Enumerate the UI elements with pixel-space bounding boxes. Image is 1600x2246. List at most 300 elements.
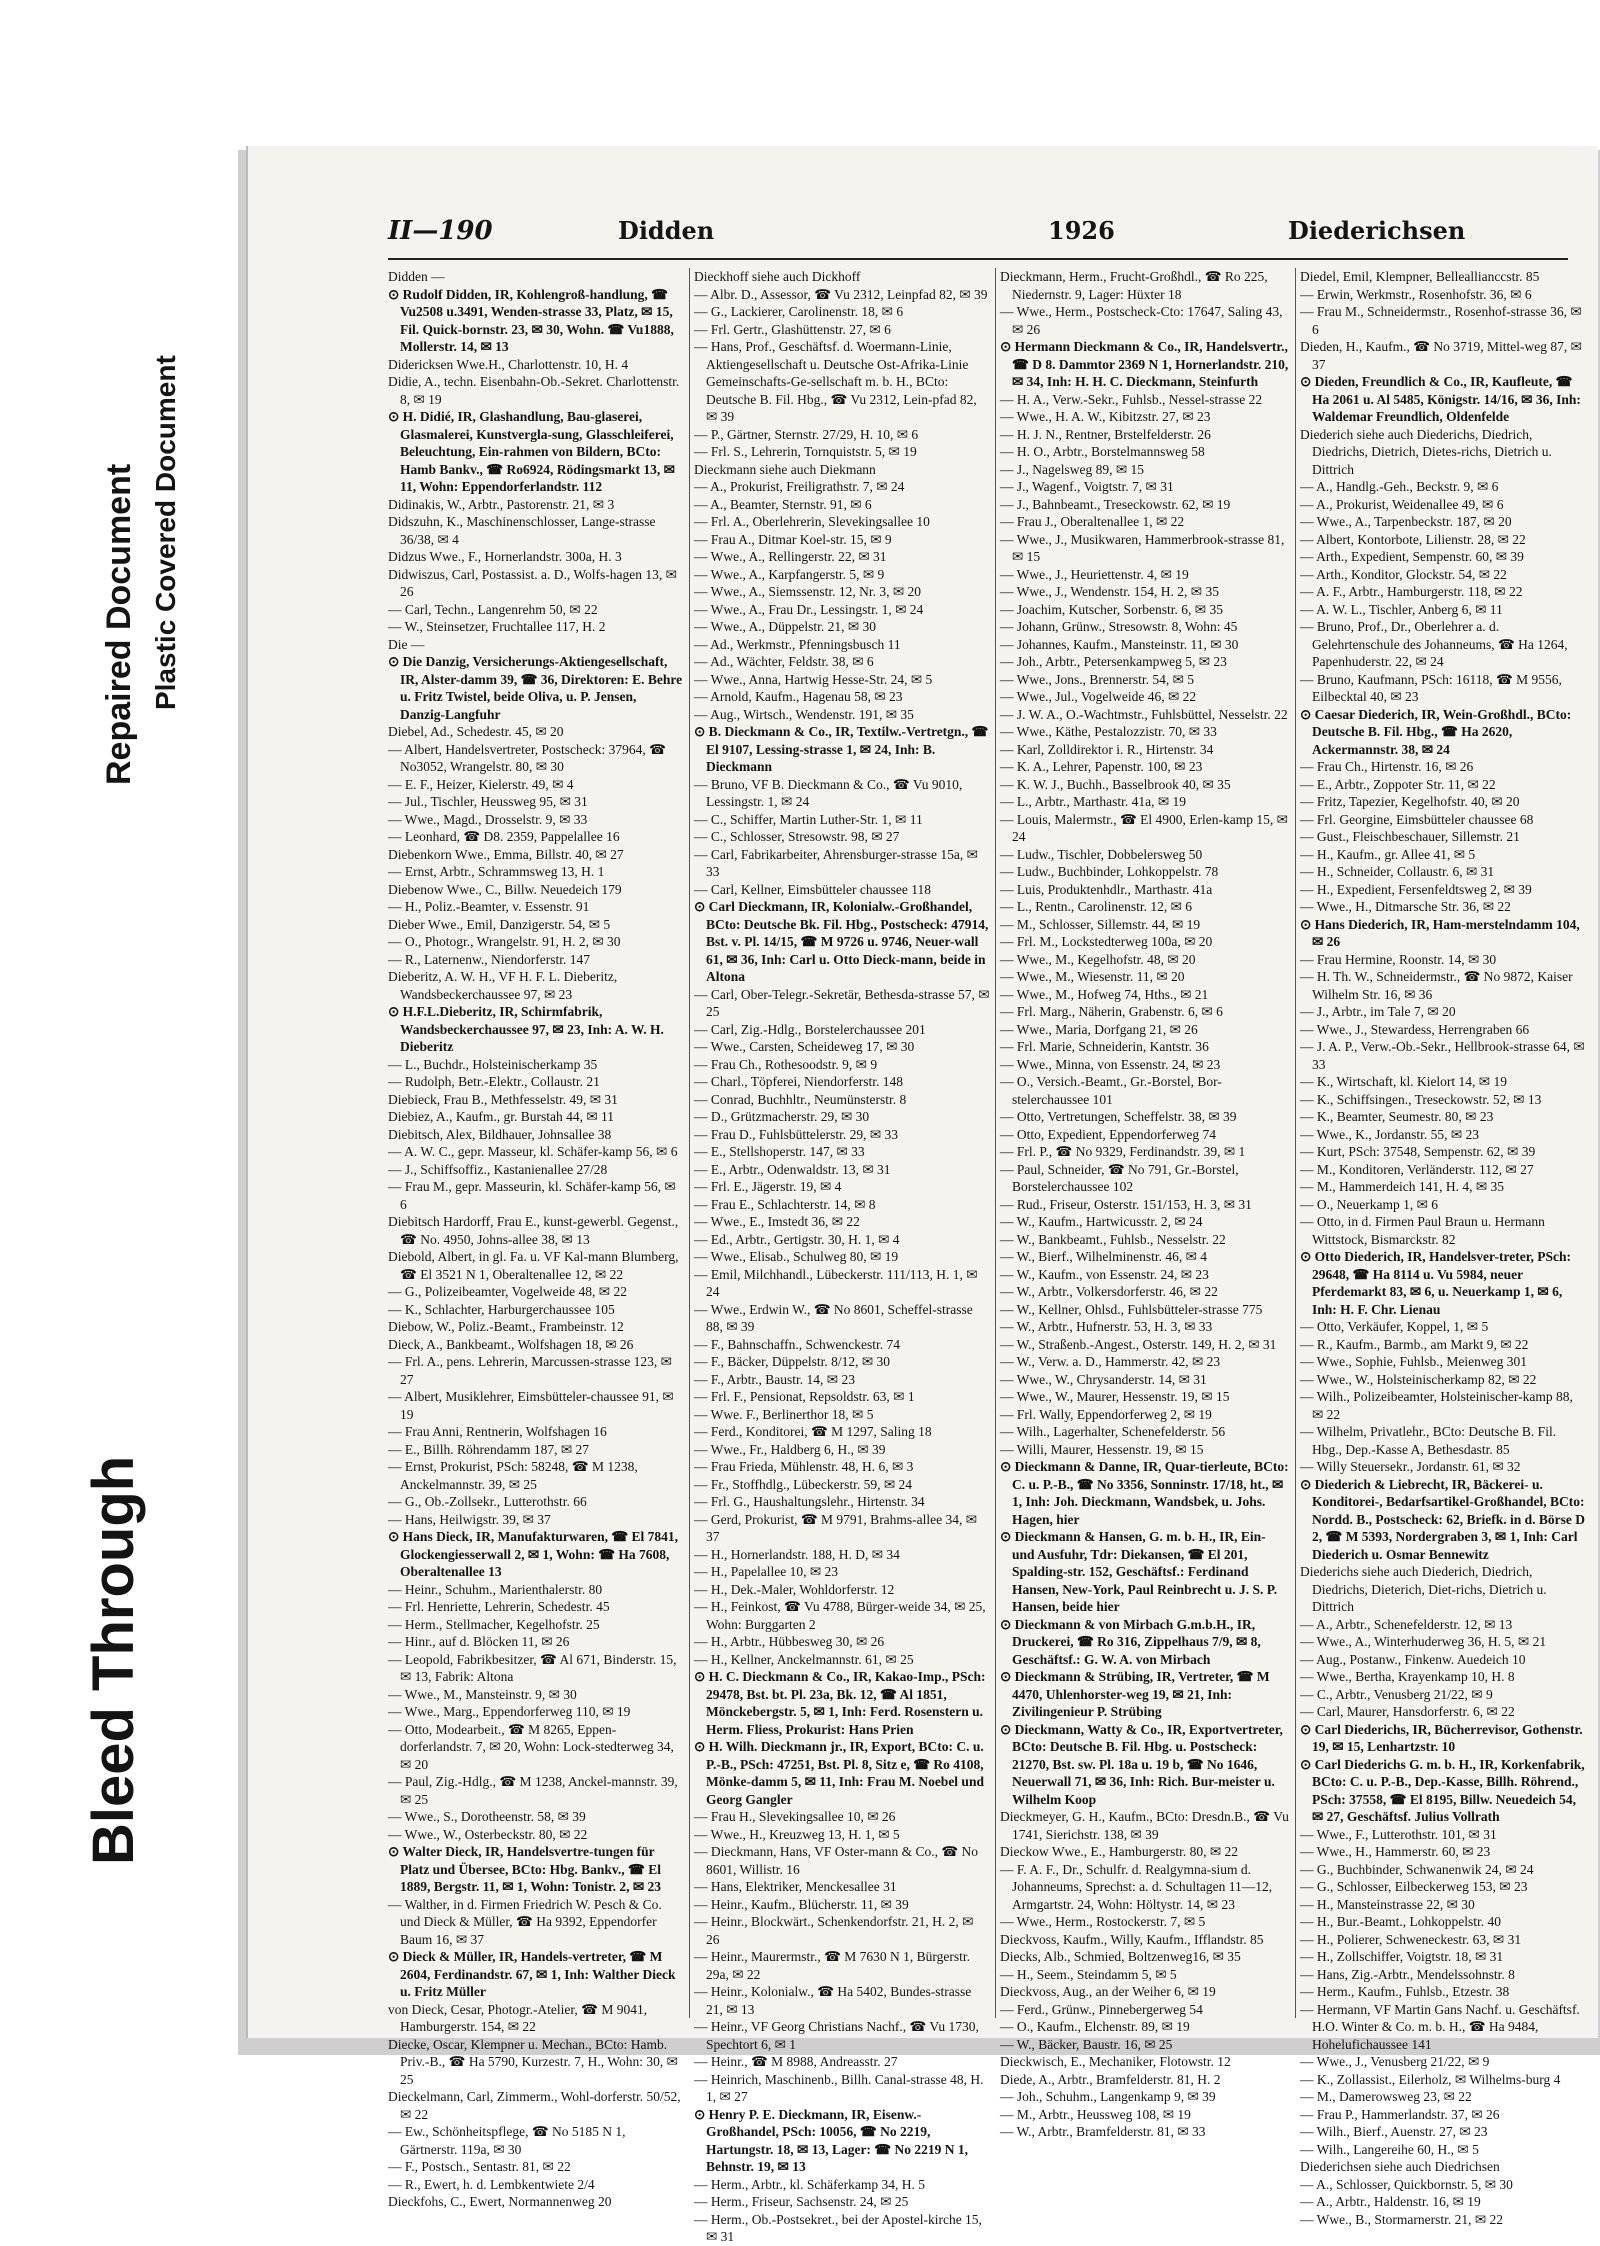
directory-entry: — Heinr., Kaufm., Blücherstr. 11, ✉ 39 — [694, 1896, 909, 1912]
directory-entry: — M., Schlosser, Sillemstr. 44, ✉ 19 — [1000, 916, 1201, 932]
directory-entry: ⊙ Otto Diederich, IR, Handelsver-treter, PSch: 29648, ☎ Ha 8114 u. Vu 5984, neuer Pferdemarkt 83, ✉ 6, u. Neuerkamp 1, ✉ 6, Inh: H. F. Chr. Lienau — [1300, 1249, 1572, 1317]
directory-entry: Dieden, H., Kaufm., ☎ No 3719, Mittel-weg 87, ✉ 37 — [1300, 339, 1582, 372]
directory-entry: ⊙ Hermann Dieckmann & Co., IR, Handelsvertr., ☎ D 8. Dammtor 2369 N 1, Hornerlandstr. 210, ✉ 34, Inh: H. H. C. Dieckmann, Steinfurth — [1000, 339, 1289, 389]
directory-entry: — Otto, Expedient, Eppendorferweg 74 — [1000, 1126, 1216, 1142]
directory-entry: — Wwe., Minna, von Essenstr. 24, ✉ 23 — [1000, 1056, 1221, 1072]
directory-entry: — H. Th. W., Schneidermstr., ☎ No 9872, Kaiser Wilhelm Str. 16, ✉ 36 — [1300, 969, 1573, 1002]
directory-entry: — Wwe., A., Tarpenbeckstr. 187, ✉ 20 — [1300, 514, 1512, 529]
directory-entry: — Wwe., H., Ditmarsche Str. 36, ✉ 22 — [1300, 899, 1511, 914]
directory-entry: — Frau H., Slevekingsallee 10, ✉ 26 — [694, 1809, 896, 1824]
directory-entry: — Frau M., Schneidermstr., Rosenhof-strasse 36, ✉ 6 — [1300, 304, 1582, 337]
directory-entry: Didinakis, W., Arbtr., Pastorenstr. 21, ✉ 3 — [388, 496, 615, 512]
directory-entry: — K., Beamter, Seumestr. 80, ✉ 23 — [1300, 1109, 1494, 1124]
directory-entry: — C., Arbtr., Venusberg 21/22, ✉ 9 — [1300, 1686, 1493, 1702]
directory-entry: — Gust., Fleischbeschauer, Sillemstr. 21 — [1300, 829, 1520, 844]
directory-entry: — H., Hornerlandstr. 188, H. D, ✉ 34 — [694, 1546, 900, 1562]
directory-entry: — Frl. A., pens. Lehrerin, Marcussen-strasse 123, ✉ 27 — [388, 1354, 672, 1387]
directory-entry: — A. W. L., Tischler, Anberg 6, ✉ 11 — [1300, 601, 1503, 617]
directory-entry: — L., Rentn., Carolinenstr. 12, ✉ 6 — [1000, 899, 1193, 914]
directory-entry: Dieckvoss, Aug., an der Weiher 6, ✉ 19 — [1000, 1984, 1216, 1999]
directory-entry: — Frl. Wally, Eppendorferweg 2, ✉ 19 — [1000, 1406, 1212, 1422]
directory-entry: — Wwe., F., Lutterothstr. 101, ✉ 31 — [1300, 1826, 1497, 1842]
header-right-word: Diederichsen — [1288, 216, 1466, 245]
directory-entry: — J., Schiffsoffiz., Kastanienallee 27/28 — [388, 1161, 608, 1177]
directory-entry: — W., Verw. a. D., Hammerstr. 42, ✉ 23 — [1000, 1354, 1221, 1369]
directory-entry: — Kurt, PSch: 37548, Sempenstr. 62, ✉ 39 — [1300, 1144, 1536, 1159]
directory-entry: — Louis, Malermstr., ☎ El 4900, Erlen-kamp 15, ✉ 24 — [1000, 811, 1288, 844]
directory-entry: — E., Billh. Röhrendamm 187, ✉ 27 — [388, 1441, 590, 1457]
directory-entry: — R., Laternenw., Niendorferstr. 147 — [388, 951, 590, 967]
directory-entry: — Wwe. F., Berlinerthor 18, ✉ 5 — [694, 1406, 874, 1422]
directory-entry: — Ludw., Buchbinder, Lohkoppelstr. 78 — [1000, 864, 1219, 879]
directory-entry: — Wwe., W., Osterbeckstr. 80, ✉ 22 — [388, 1826, 588, 1842]
directory-entry: — Wwe., A., Karpfangerstr. 5, ✉ 9 — [694, 566, 885, 582]
directory-entry: — Frau Frieda, Mühlenstr. 48, H. 6, ✉ 3 — [694, 1459, 914, 1474]
directory-entry: — Otto, Modearbeit., ☎ M 8265, Eppen-dorferlandstr. 7, ✉ 20, Wohn: Lock-stedterweg 34, ✉ 20 — [388, 1721, 674, 1772]
directory-entry: — Conrad, Buchhltr., Neumünsterstr. 8 — [694, 1091, 907, 1107]
directory-entry: Didwiszus, Carl, Postassist. a. D., Wolfs-hagen 13, ✉ 26 — [388, 566, 677, 599]
directory-entry: ⊙ Diederich & Liebrecht, IR, Bäckerei- u. Konditorei-, Bedarfsartikel-Großhandel, BCto: Nordd. B., Postscheck: 62, Briefk. in d. Börse D 2, ☎ M 5393, Nordergraben 3, ✉ 1, Inh: Carl Diederich u. Osmar Bennewitz — [1300, 1476, 1585, 1562]
directory-entry: Dieck, A., Bankbeamt., Wolfshagen 18, ✉ 26 — [388, 1336, 634, 1352]
directory-entry: — Wwe., A., Siemssenstr. 12, Nr. 3, ✉ 20 — [694, 584, 922, 599]
directory-entry: — M., Damerowsweg 23, ✉ 22 — [1300, 2089, 1472, 2104]
directory-entry: — A., Arbtr., Haldenstr. 16, ✉ 19 — [1300, 2194, 1481, 2209]
directory-entry: — H., Kellner, Anckelmannstr. 61, ✉ 25 — [694, 1651, 914, 1667]
directory-entry: — Hans, Elektriker, Menckesallee 31 — [694, 1879, 897, 1894]
directory-entry: — Heinr., VF Georg Christians Nachf., ☎ Vu 1730, Spechtort 6, ✉ 1 — [694, 2019, 979, 2052]
directory-entry: — Wwe., W., Holsteinischerkamp 82, ✉ 22 — [1300, 1371, 1537, 1387]
directory-entry: — K. W. J., Buchh., Basselbrook 40, ✉ 35 — [1000, 776, 1231, 792]
directory-entry: — E. F., Heizer, Kielerstr. 49, ✉ 4 — [388, 776, 574, 792]
directory-entry: — Hans, Prof., Geschäftsf. d. Woermann-Linie, Aktiengesellschaft u. Deutsche Ost-Afrika-Linie Gemeinschafts-Ge-sellschaft m. b. H., BCto: Deutsche B. Fil. Hbg., ☎ Vu 2312, Lein-pfad 82, ✉ 39 — [694, 339, 977, 424]
directory-entry: — W., Bäcker, Baustr. 16, ✉ 25 — [1000, 2036, 1173, 2052]
directory-entry: — Wilh., Langereihe 60, H., ✉ 5 — [1300, 2141, 1479, 2157]
directory-entry: — A., Prokurist, Freiligrathstr. 7, ✉ 24 — [694, 479, 905, 494]
directory-entry: — W., Kaufm., Hartwicusstr. 2, ✉ 24 — [1000, 1214, 1203, 1229]
directory-entry: — Frl. Henriette, Lehrerin, Schedestr. 45 — [388, 1599, 610, 1614]
directory-entry: — Bruno, Kaufmann, PSch: 16118, ☎ M 9556, Eilbecktal 40, ✉ 23 — [1300, 671, 1562, 704]
directory-entry: — W., Arbtr., Volkersdorferstr. 46, ✉ 22 — [1000, 1284, 1218, 1299]
directory-entry: Didzus Wwe., F., Hornerlandstr. 300a, H. 3 — [388, 549, 622, 564]
directory-entry: — J., Arbtr., im Tale 7, ✉ 20 — [1300, 1004, 1456, 1019]
directory-entry: — A. W. C., gepr. Masseur, kl. Schäfer-kamp 56, ✉ 6 — [388, 1144, 678, 1159]
directory-entry: — Paul, Schneider, ☎ No 791, Gr.-Borstel, Borstelerchaussee 102 — [1000, 1161, 1239, 1194]
directory-entry: — J., Nagelsweg 89, ✉ 15 — [1000, 461, 1145, 477]
directory-entry: — H., Arbtr., Hübbesweg 30, ✉ 26 — [694, 1634, 885, 1649]
directory-entry: — W., Kellner, Ohlsd., Fuhlsbütteler-strasse 775 — [1000, 1301, 1263, 1317]
directory-entry: — Wilhelm, Privatlehr., BCto: Deutsche B. Fil. Hbg., Dep.-Kasse A, Bethesdastr. 85 — [1300, 1424, 1557, 1457]
directory-entry: — A. F., Arbtr., Hamburgerstr. 118, ✉ 22 — [1300, 584, 1523, 599]
directory-entry: — M., Hammerdeich 141, H. 4, ✉ 35 — [1300, 1179, 1505, 1194]
directory-entry: ⊙ Caesar Diederich, IR, Wein-Großhdl., BCto: Deutsche B. Fil. Hbg., ☎ Ha 2620, Ackermannstr. 38, ✉ 24 — [1300, 706, 1572, 757]
directory-entry: — H. O., Arbtr., Borstelmannsweg 58 — [1000, 444, 1205, 459]
directory-entry: — Wwe., J., Wendenstr. 154, H. 2, ✉ 35 — [1000, 584, 1219, 599]
directory-entry: Diebitsch Hardorff, Frau E., kunst-gewerbl. Gegenst., ☎ No. 4950, Johns-allee 38, ✉ 13 — [388, 1214, 679, 1247]
directory-entry: — W., Straßenb.-Angest., Osterstr. 149, H. 2, ✉ 31 — [1000, 1336, 1277, 1352]
directory-entry: — Wwe., Magd., Drosselstr. 9, ✉ 33 — [388, 811, 588, 827]
directory-entry: — Herm., Kaufm., Fuhlsb., Etzestr. 38 — [1300, 1984, 1510, 1999]
directory-entry: Didie, A., techn. Eisenbahn-Ob.-Sekret. Charlottenstr. 8, ✉ 19 — [388, 374, 680, 407]
directory-entry: — Ew., Schönheitspflege, ☎ No 5185 N 1, Gärtnerstr. 119a, ✉ 30 — [388, 2124, 626, 2157]
directory-entry: Diebieck, Frau B., Methfesselstr. 49, ✉ 31 — [388, 1091, 618, 1107]
directory-entry: Diederichs siehe auch Diederich, Diedrich, Diedrichs, Dieterich, Diet-richs, Dietrich u. Dittrich — [1300, 1564, 1547, 1614]
directory-entry: — H., Bur.-Beamt., Lohkoppelstr. 40 — [1300, 1914, 1501, 1929]
directory-entry: — J., Bahnbeamt., Treseckowstr. 62, ✉ 19 — [1000, 496, 1231, 512]
directory-entry: — Wilh., Polizeibeamter, Holsteinischer-kamp 88, ✉ 22 — [1300, 1389, 1573, 1422]
directory-entry: — K., Schlachter, Harburgerchaussee 105 — [388, 1301, 615, 1317]
directory-entry: — Frau M., gepr. Masseurin, kl. Schäfer-kamp 56, ✉ 6 — [388, 1179, 676, 1212]
directory-entry: — Aug., Postanw., Finkenw. Auedeich 10 — [1300, 1651, 1526, 1667]
directory-entry: — Carl, Maurer, Hansdorferstr. 6, ✉ 22 — [1300, 1704, 1515, 1719]
directory-entry: ⊙ Hans Diederich, IR, Ham-merstelndamm 104, ✉ 26 — [1300, 916, 1580, 949]
directory-entry: — G., Lackierer, Carolinenstr. 18, ✉ 6 — [694, 304, 904, 319]
directory-entry: — Wwe., Elisab., Schulweg 80, ✉ 19 — [694, 1249, 899, 1264]
directory-entry: — H., Kaufm., gr. Allee 41, ✉ 5 — [1300, 846, 1476, 862]
directory-entry: Diederichsen siehe auch Diedrichsen — [1300, 2159, 1500, 2174]
directory-entry: — W., Bierf., Wilhelminenstr. 46, ✉ 4 — [1000, 1249, 1208, 1264]
directory-entry: Dieckvoss, Kaufm., Willy, Kaufm., Ifflandstr. 85 — [1000, 1931, 1264, 1947]
directory-entry: — Frl. M., Lockstedterweg 100a, ✉ 20 — [1000, 934, 1213, 949]
directory-entry: — Wwe., K., Jordanstr. 55, ✉ 23 — [1300, 1126, 1480, 1142]
directory-entry: ⊙ Rudolf Didden, IR, Kohlengroß-handlung, ☎ Vu2508 u.3491, Wenden-strasse 33, Platz, ✉ 15, Fil. Quick-bornstr. 23, ✉ 30, Wohn. ☎ Vu1888, Mollerstr. 14, ✉ 13 — [388, 286, 674, 354]
directory-entry: Dieckelmann, Carl, Zimmerm., Wohl-dorferstr. 50/52, ✉ 22 — [388, 2089, 681, 2122]
directory-entry: ⊙ Dieck & Müller, IR, Handels-vertreter, ☎ M 2604, Ferdinandstr. 67, ✉ 1, Inh: Walther Dieck u. Fritz Müller — [388, 1949, 676, 1999]
directory-entry: Diebow, W., Poliz.-Beamt., Frambeinstr. 12 — [388, 1319, 624, 1334]
directory-entry: — Albert, Kontorbote, Lilienstr. 28, ✉ 22 — [1300, 531, 1526, 547]
directory-entry: — R., Ewert, h. d. Lembkentwiete 2/4 — [388, 2176, 595, 2192]
directory-entry: — Frau Ch., Hirtenstr. 16, ✉ 26 — [1300, 759, 1474, 774]
directory-entry: — Bruno, VF B. Dieckmann & Co., ☎ Vu 9010, Lessingstr. 1, ✉ 24 — [694, 776, 963, 809]
directory-entry: Dieberitz, A. W. H., VF H. F. L. Dieberitz, Wandsbeckerchaussee 97, ✉ 23 — [388, 969, 618, 1002]
directory-entry: — Ed., Arbtr., Gertigstr. 30, H. 1, ✉ 4 — [694, 1231, 900, 1247]
directory-entry: — Ferd., Grünw., Pinnebergerweg 54 — [1000, 2001, 1203, 2017]
directory-entry: — A., Arbtr., Schenefelderstr. 12, ✉ 13 — [1300, 1616, 1513, 1632]
directory-entry: — Ernst, Arbtr., Schrammsweg 13, H. 1 — [388, 864, 605, 879]
directory-entry: — Albr. D., Assessor, ☎ Vu 2312, Leinpfad 82, ✉ 39 — [694, 286, 988, 302]
directory-entry: — H., Papelallee 10, ✉ 23 — [694, 1564, 839, 1579]
directory-entry: — H., Polierer, Schweneckestr. 63, ✉ 31 — [1300, 1931, 1522, 1947]
directory-entry: ⊙ Hans Dieck, IR, Manufakturwaren, ☎ El 7841, Glockengiesserwall 2, ✉ 1, Wohn: ☎ Ha 7608, Oberaltenallee 13 — [388, 1529, 679, 1579]
directory-entry: — Heinr., Kolonialw., ☎ Ha 5402, Bundes-strasse 21, ✉ 13 — [694, 1984, 972, 2017]
directory-entry: — Paul, Zig.-Hdlg., ☎ M 1238, Anckel-mannstr. 39, ✉ 25 — [388, 1774, 678, 1807]
directory-entry: Diederich siehe auch Diederichs, Diedrich, Diedrichs, Dietrich, Dietes-richs, Dietrich u. Dittrich — [1300, 426, 1552, 477]
directory-entry: — H., Feinkost, ☎ Vu 4788, Bürger-weide 34, ✉ 25, Wohn: Burggarten 2 — [694, 1599, 986, 1632]
directory-entry: Dieber Wwe., Emil, Danzigerstr. 54, ✉ 5 — [388, 916, 611, 932]
directory-entry: — Wwe., Maria, Dorfgang 21, ✉ 26 — [1000, 1021, 1198, 1037]
directory-entry: — Albert, Musiklehrer, Eimsbütteler-chaussee 91, ✉ 19 — [388, 1389, 674, 1422]
directory-entry: ⊙ H. Didié, IR, Glashandlung, Bau-glaserei, Glasmalerei, Kunstvergla-sung, Glasschleiferei, Beleuchtung, Ein-rahmen von Bildern, BCto: Hamb Bankv., ☎ Ro6924, Rödingsmarkt 13, ✉ 11, Wohn: Eppendorferlandstr. 112 — [388, 409, 675, 494]
directory-entry: — Hermann, VF Martin Gans Nachf. u. Geschäftsf. H.O. Winter & Co. m. b. H., ☎ Ha 9484, Hohelufichaussee 141 — [1300, 2001, 1580, 2052]
directory-entry: — Charl., Töpferei, Niendorferstr. 148 — [694, 1074, 903, 1089]
directory-entry: — Joachim, Kutscher, Sorbenstr. 6, ✉ 35 — [1000, 601, 1223, 617]
directory-entry: — Frl. G., Haushaltungslehr., Hirtenstr. 34 — [694, 1494, 925, 1509]
directory-entry: ⊙ H.F.L.Dieberitz, IR, Schirmfabrik, Wandsbeckerchaussee 97, ✉ 23, Inh: A. W. H. Dieberitz — [388, 1004, 664, 1054]
directory-entry: — Walther, in d. Firmen Friedrich W. Pesch & Co. und Dieck & Müller, ☎ Ha 9392, Eppendorfer Baum 16, ✉ 37 — [388, 1896, 662, 1947]
directory-entry: — Herm., Arbtr., kl. Schäferkamp 34, H. 5 — [694, 2176, 925, 2192]
directory-entry: — Hinr., auf d. Blöcken 11, ✉ 26 — [388, 1634, 570, 1649]
directory-entry: — Karl, Zolldirektor i. R., Hirtenstr. 34 — [1000, 741, 1214, 757]
directory-entry: — H., Schneider, Collaustr. 6, ✉ 31 — [1300, 864, 1495, 879]
directory-entry: — Wwe., A., Frau Dr., Lessingstr. 1, ✉ 24 — [694, 601, 924, 617]
directory-entry: — A., Schlosser, Quickbornstr. 5, ✉ 30 — [1300, 2176, 1513, 2192]
directory-entry: — Jul., Tischler, Heussweg 95, ✉ 31 — [388, 794, 588, 809]
directory-entry: ⊙ Walter Dieck, IR, Handelsvertre-tungen für Platz und Übersee, BCto: Hbg. Bankv., ☎ El 1889, Bergstr. 11, ✉ 1, Wohn: Tonistr. 2, ✉ 23 — [388, 1844, 662, 1894]
directory-entry: — Wwe., W., Chrysanderstr. 14, ✉ 31 — [1000, 1371, 1207, 1387]
header-left-word: Didden — [618, 216, 715, 245]
column-divider — [1295, 268, 1296, 2018]
page-header — [388, 216, 1568, 256]
directory-entry: — Frl. E., Jägerstr. 19, ✉ 4 — [694, 1179, 842, 1194]
directory-entry: — G., Schlosser, Eilbeckerweg 153, ✉ 23 — [1300, 1879, 1528, 1894]
directory-entry: — R., Kaufm., Barmb., am Markt 9, ✉ 22 — [1300, 1336, 1529, 1352]
directory-entry: — Wwe., A., Rellingerstr. 22, ✉ 31 — [694, 549, 887, 564]
directory-entry: — Albert, Handelsvertreter, Postscheck: 37964, ☎ No3052, Wrangelstr. 80, ✉ 30 — [388, 741, 666, 774]
directory-entry: — Wwe., M., Mansteinstr. 9, ✉ 30 — [388, 1686, 577, 1702]
directory-entry: — Herm., Stellmacher, Kegelhofstr. 25 — [388, 1616, 600, 1632]
directory-entry: Dieckow Wwe., E., Hamburgerstr. 80, ✉ 22 — [1000, 1844, 1239, 1859]
directory-entry: — Wilh., Lagerhalter, Schenefelderstr. 56 — [1000, 1424, 1226, 1439]
directory-entry: — Frau D., Fuhlsbüttelerstr. 29, ✉ 33 — [694, 1126, 899, 1142]
directory-entry: — Frl. Gertr., Glashüttenstr. 27, ✉ 6 — [694, 321, 891, 337]
directory-entry: — Ad., Werkmstr., Pfenningsbusch 11 — [694, 636, 901, 652]
directory-entry: Diebel, Ad., Schedestr. 45, ✉ 20 — [388, 724, 564, 739]
directory-entry: — H., Dek.-Maler, Wohldorferstr. 12 — [694, 1581, 895, 1597]
header-rule — [388, 258, 1568, 260]
directory-entry: — Wwe., H., Kreuzweg 13, H. 1, ✉ 5 — [694, 1826, 900, 1842]
directory-entry: — Wwe., Jons., Brennerstr. 54, ✉ 5 — [1000, 671, 1195, 687]
directory-entry: — Ernst, Prokurist, PSch: 58248, ☎ M 1238, Anckelmannstr. 39, ✉ 25 — [388, 1459, 638, 1492]
directory-entry: — Leopold, Fabrikbesitzer, ☎ Al 671, Binderstr. 15, ✉ 13, Fabrik: Altona — [388, 1651, 677, 1684]
directory-entry: — Herm., Ob.-Postsekret., bei der Apostel-kirche 15, ✉ 31 — [694, 2211, 982, 2244]
directory-entry: — Frau J., Oberaltenallee 1, ✉ 22 — [1000, 514, 1185, 529]
directory-entry: Diebold, Albert, in gl. Fa. u. VF Kal-mann Blumberg, ☎ El 3521 N 1, Oberaltenallee 12, ✉ 22 — [388, 1249, 679, 1282]
directory-entry: — Dieckmann, Hans, VF Oster-mann & Co., ☎ No 8601, Willistr. 16 — [694, 1844, 979, 1877]
directory-entry: — Arth., Expedient, Sempenstr. 60, ✉ 39 — [1300, 549, 1524, 564]
directory-entry: ⊙ H. C. Dieckmann & Co., IR, Kakao-Imp., PSch: 29478, Bst. bt. Pl. 23a, Bk. 12, ☎ Al 1851, Mönckebergstr. 5, ✉ 1, Inh: Ferd. Rosenstern u. Herm. Fliess, Prokurist: Hans Prien — [694, 1669, 986, 1737]
directory-entry: — Wwe., Erdwin W., ☎ No 8601, Scheffel-strasse 88, ✉ 39 — [694, 1301, 973, 1334]
directory-entry: — Otto, Verkäufer, Koppel, 1, ✉ 5 — [1300, 1319, 1489, 1334]
directory-entry: Diedel, Emil, Klempner, Belleallianccstr. 85 — [1300, 269, 1540, 284]
directory-entry: Dieckhoff siehe auch Dickhoff — [694, 269, 861, 284]
directory-entry: — Wwe., Herm., Postscheck-Cto: 17647, Saling 43, ✉ 26 — [1000, 304, 1283, 337]
directory-entry: — Aug., Wirtsch., Wendenstr. 191, ✉ 35 — [694, 706, 914, 722]
directory-entry: — Arnold, Kaufm., Hagenau 58, ✉ 23 — [694, 689, 903, 704]
directory-entry: ⊙ Carl Diederichs, IR, Bücherrevisor, Gothenstr. 19, ✉ 15, Lenhartzstr. 10 — [1300, 1721, 1583, 1754]
directory-entry: — Wwe., Marg., Eppendorferweg 110, ✉ 19 — [388, 1704, 631, 1719]
directory-entry: — Carl, Ober-Telegr.-Sekretär, Bethesda-strasse 57, ✉ 25 — [694, 986, 990, 1019]
directory-entry: — L., Arbtr., Marthastr. 41a, ✉ 19 — [1000, 794, 1187, 809]
bleed-through-label: Bleed Through — [81, 1455, 146, 1865]
directory-entry: — H., Zollschiffer, Voigtstr. 18, ✉ 31 — [1300, 1949, 1504, 1964]
directory-entry: — Wwe., Herm., Rostockerstr. 7, ✉ 5 — [1000, 1914, 1206, 1929]
directory-entry: ⊙ Dieckmann & Danne, IR, Quar-tierleute, BCto: C. u. P.-B., ☎ No 3356, Sonninstr. 17/18, ht., ✉ 1, Inh: Joh. Dieckmann, Wandsbek, u. Johs. Hagen, hier — [1000, 1459, 1289, 1527]
directory-entry: — K., Zollassist., Eilerholz, ✉ Wilhelms-burg 4 — [1300, 2071, 1561, 2087]
directory-entry: — Rud., Friseur, Osterstr. 151/153, H. 3, ✉ 31 — [1000, 1196, 1252, 1212]
directory-entry: — Frl. Marg., Näherin, Grabenstr. 6, ✉ 6 — [1000, 1004, 1223, 1019]
directory-entry: — Frl. Marie, Schneiderin, Kantstr. 36 — [1000, 1039, 1209, 1054]
directory-entry: ⊙ Dieckmann, Watty & Co., IR, Exportvertreter, BCto: Deutsche B. Fil. Hbg. u. Postscheck: 21270, Bst. sw. Pl. 18a u. 19 b, ☎ No 1646, Neuerwall 71, ✉ 36, Inh: Rich. Bur-meister u. Wilhelm Koop — [1000, 1721, 1283, 1807]
column-4 — [1300, 268, 1586, 2227]
directory-entry: — Frau Ch., Rothesoodstr. 9, ✉ 9 — [694, 1056, 878, 1072]
directory-entry: — J. W. A., O.-Wachtmstr., Fuhlsbüttel, Nesselstr. 22 — [1000, 706, 1288, 722]
directory-entry: — Frau A., Ditmar Koel-str. 15, ✉ 9 — [694, 531, 892, 547]
directory-entry: — J. A. P., Verw.-Ob.-Sekr., Hellbrook-strasse 64, ✉ 33 — [1300, 1039, 1585, 1072]
directory-entry: — Frl. F., Pensionat, Repsoldstr. 63, ✉ 1 — [694, 1389, 915, 1404]
directory-entry: — M., Konditoren, Verländerstr. 112, ✉ 27 — [1300, 1161, 1534, 1177]
directory-entry: Didden — — [388, 269, 445, 284]
directory-entry: — F. A. F., Dr., Schulfr. d. Realgymna-sium d. Johanneums, Sprechst: a. d. Schultagen 11—12, Armgartstr. 24, Wohn: Höltystr. 14, ✉ 23 — [1000, 1861, 1273, 1912]
directory-entry: Diebenow Wwe., C., Billw. Neuedeich 179 — [388, 881, 622, 897]
directory-entry: — J., Wagenf., Voigtstr. 7, ✉ 31 — [1000, 479, 1174, 494]
directory-entry: — Heinrich, Maschinenb., Billh. Canal-strasse 48, H. 1, ✉ 27 — [694, 2071, 984, 2104]
directory-entry: — L., Buchdr., Holsteinischerkamp 35 — [388, 1056, 598, 1072]
column-divider — [995, 268, 996, 2018]
column-1 — [388, 268, 684, 2209]
directory-entry: ⊙ Dieckmann & Hansen, G. m. b. H., IR, Ein- und Ausfuhr, Tdr: Diekansen, ☎ El 201, Spalding-str. 152, Geschäftsf.: Ferdinand Hansen, New-York, Paul Reinbrecht u. J. S. P. Hansen, beide hier — [1000, 1529, 1278, 1614]
directory-entry: — Wwe., Käthe, Pestalozzistr. 70, ✉ 33 — [1000, 724, 1217, 739]
directory-entry: — Heinr., Schuhm., Marienthalerstr. 80 — [388, 1581, 603, 1597]
directory-entry: — Wwe., J., Stewardess, Herrengraben 66 — [1300, 1021, 1530, 1037]
directory-entry: Diebitsch, Alex, Bildhauer, Johnsallee 38 — [388, 1126, 612, 1142]
directory-entry: — W., Bankbeamt., Fuhlsb., Nesselstr. 22 — [1000, 1231, 1226, 1247]
directory-entry: — F., Arbtr., Baustr. 14, ✉ 23 — [694, 1371, 855, 1387]
directory-entry: — G., Polizeibeamter, Vogelweide 48, ✉ 22 — [388, 1284, 627, 1299]
directory-entry: — Fritz, Tapezier, Kegelhofstr. 40, ✉ 20 — [1300, 794, 1520, 809]
directory-entry: — W., Kaufm., von Essenstr. 24, ✉ 23 — [1000, 1266, 1209, 1282]
directory-entry: — Herm., Friseur, Sachsenstr. 24, ✉ 25 — [694, 2194, 909, 2209]
directory-entry: — E., Arbtr., Zoppoter Str. 11, ✉ 22 — [1300, 776, 1496, 792]
directory-entry: — Luis, Produktenhdlr., Marthastr. 41a — [1000, 881, 1213, 897]
directory-entry: ⊙ Dieden, Freundlich & Co., IR, Kaufleute, ☎ Ha 2061 u. Al 5485, Königstr. 14/16, ✉ 36, Inh: Waldemar Freundlich, Oldenfelde — [1300, 374, 1581, 424]
directory-entry: — Carl, Techn., Langenrehm 50, ✉ 22 — [388, 601, 598, 617]
directory-entry: Diede, A., Arbtr., Bramfelderstr. 81, H. 2 — [1000, 2071, 1221, 2087]
directory-entry: — Bruno, Prof., Dr., Oberlehrer a. d. Gelehrtenschule des Johanneums, ☎ Ha 1264, Papenhuderstr. 22, ✉ 24 — [1300, 619, 1568, 669]
directory-entry: — O., Kaufm., Elchenstr. 89, ✉ 19 — [1000, 2019, 1190, 2034]
directory-entry: — E., Arbtr., Odenwaldstr. 13, ✉ 31 — [694, 1161, 891, 1177]
directory-entry: — Wwe., M., Wiesenstr. 11, ✉ 20 — [1000, 969, 1185, 984]
directory-entry: — P., Gärtner, Sternstr. 27/29, H. 10, ✉ 6 — [694, 426, 919, 442]
directory-entry: — C., Schiffer, Martin Luther-Str. 1, ✉ 11 — [694, 811, 923, 827]
header-year: 1926 — [1048, 216, 1115, 245]
directory-entry: — Wwe., A., Winterhuderweg 36, H. 5, ✉ 21 — [1300, 1634, 1547, 1649]
directory-entry: — H., Seem., Steindamm 5, ✉ 5 — [1000, 1966, 1177, 1982]
directory-entry: — Willy Steuersekr., Jordanstr. 61, ✉ 32 — [1300, 1459, 1521, 1474]
directory-entry: — Joh., Arbtr., Petersenkampweg 5, ✉ 23 — [1000, 654, 1227, 669]
directory-entry: — H. A., Verw.-Sekr., Fuhlsb., Nessel-strasse 22 — [1000, 391, 1263, 407]
directory-entry: ⊙ Carl Dieckmann, IR, Kolonialw.-Großhandel, BCto: Deutsche Bk. Fil. Hbg., Postscheck: 47914, Bst. v. Pl. 14/15, ☎ M 9726 u. 9746, Neuer-wall 61, ✉ 36, Inh: Carl u. Otto Dieck-mann, beide in Altona — [694, 899, 989, 984]
directory-entry: — Frau P., Hammerlandstr. 37, ✉ 26 — [1300, 2106, 1500, 2122]
directory-entry: Didszuhn, K., Maschinenschlosser, Lange-strasse 36/38, ✉ 4 — [388, 514, 656, 547]
directory-entry: — Frl. Georgine, Eimsbütteler chaussee 68 — [1300, 811, 1534, 827]
directory-entry: ⊙ Dieckmann & von Mirbach G.m.b.H., IR, Druckerei, ☎ Ro 316, Zippelhaus 7/9, ✉ 8, Geschäftsf.: G. W. A. von Mirbach — [1000, 1616, 1261, 1667]
directory-entry: — W., Steinsetzer, Fruchtallee 117, H. 2 — [388, 619, 606, 634]
directory-entry: — Frl. S., Lehrerin, Tornquiststr. 5, ✉ 19 — [694, 444, 917, 459]
repaired-document-label: Repaired Document — [100, 463, 138, 785]
directory-entry: — Wilh., Bierf., Auenstr. 27, ✉ 23 — [1300, 2124, 1488, 2139]
directory-entry: — W., Arbtr., Hufnerstr. 53, H. 3, ✉ 33 — [1000, 1319, 1213, 1334]
directory-entry: Didericksen Wwe.H., Charlottenstr. 10, H. 4 — [388, 356, 629, 372]
directory-entry: — Fr., Stoffhdlg., Lübeckerstr. 59, ✉ 24 — [694, 1476, 913, 1492]
directory-entry: — Carl, Fabrikarbeiter, Ahrensburger-strasse 15a, ✉ 33 — [694, 846, 978, 879]
directory-entry: Dieckfohs, C., Ewert, Normannenweg 20 — [388, 2194, 612, 2209]
directory-entry: ⊙ Henry P. E. Dieckmann, IR, Eisenw.-Großhandel, PSch: 10056, ☎ No 2219, Hartungstr. 18, ✉ 13, Lager: ☎ No 2219 N 1, Behnstr. 19, ✉ 13 — [694, 2106, 968, 2174]
column-3 — [1000, 268, 1290, 2139]
directory-entry: — E., Stellshoperstr. 147, ✉ 33 — [694, 1144, 865, 1159]
directory-entry: von Dieck, Cesar, Photogr.-Atelier, ☎ M 9041, Hamburgerstr. 154, ✉ 22 — [388, 2001, 648, 2034]
directory-entry: — A., Beamter, Sternstr. 91, ✉ 6 — [694, 496, 872, 512]
page-number: II—190 — [388, 216, 493, 246]
directory-entry: — Heinr., ☎ M 8988, Andreasstr. 27 — [694, 2054, 898, 2069]
directory-entry: — Frau E., Schlachterstr. 14, ✉ 8 — [694, 1196, 876, 1212]
directory-entry: — Wwe., B., Stormarnerstr. 21, ✉ 22 — [1300, 2211, 1504, 2227]
directory-entry: — F., Bäcker, Düppelstr. 8/12, ✉ 30 — [694, 1354, 891, 1369]
directory-entry: — Wwe., S., Dorotheenstr. 58, ✉ 39 — [388, 1809, 586, 1824]
directory-entry: — Wwe., H. A. W., Kibitzstr. 27, ✉ 23 — [1000, 409, 1211, 424]
directory-entry: — O., Photogr., Wrangelstr. 91, H. 2, ✉ 30 — [388, 934, 621, 949]
directory-entry: — A., Handlg.-Geh., Beckstr. 9, ✉ 6 — [1300, 479, 1499, 494]
directory-entry: Dieckmeyer, G. H., Kaufm., BCto: Dresdn.B., ☎ Vu 1741, Sierichstr. 138, ✉ 39 — [1000, 1809, 1289, 1842]
directory-entry: — Johann, Grünw., Stresowstr. 8, Wohn: 45 — [1000, 619, 1238, 634]
directory-entry: — Frl. A., Oberlehrerin, Slevekingsallee 10 — [694, 514, 930, 529]
directory-entry: — Wwe., Jul., Vogelweide 46, ✉ 22 — [1000, 689, 1197, 704]
directory-entry: — Wwe., Carsten, Scheideweg 17, ✉ 30 — [694, 1039, 915, 1054]
directory-entry: — C., Schlosser, Stresowstr. 98, ✉ 27 — [694, 829, 900, 844]
directory-entry: — Wwe., A., Düppelstr. 21, ✉ 30 — [694, 619, 877, 634]
directory-entry: — Ad., Wächter, Feldstr. 38, ✉ 6 — [694, 654, 874, 669]
plastic-covered-label: Plastic Covered Document — [150, 355, 181, 710]
directory-entry: — Carl, Zig.-Hdlg., Borstelerchaussee 201 — [694, 1021, 926, 1037]
directory-entry: — Johannes, Kaufm., Mansteinstr. 11, ✉ 30 — [1000, 636, 1239, 652]
directory-entry: Diebiez, A., Kaufm., gr. Burstah 44, ✉ 11 — [388, 1109, 615, 1124]
column-divider — [689, 268, 690, 2018]
directory-entry: — Wwe., Anna, Hartwig Hesse-Str. 24, ✉ 5 — [694, 671, 933, 687]
directory-entry: ⊙ Dieckmann & Strübing, IR, Vertreter, ☎ M 4470, Uhlenhorster-weg 19, ✉ 21, Inh: Zivilingenieur P. Strübing — [1000, 1669, 1270, 1719]
directory-entry: — O., Neuerkamp 1, ✉ 6 — [1300, 1196, 1439, 1212]
directory-entry: — Hans, Zig.-Arbtr., Mendelssohnstr. 8 — [1300, 1966, 1515, 1982]
directory-entry: ⊙ H. Wilh. Dieckmann jr., IR, Export, BCto: C. u. P.-B., PSch: 47251, Bst. Pl. 8, Sitz e, ☎ Ro 4108, Mönke-damm 5, ✉ 11, Inh: Frau M. Noebel und Georg Gangler — [694, 1739, 984, 1807]
directory-entry: — Frau Hermine, Roonstr. 14, ✉ 30 — [1300, 951, 1497, 967]
directory-entry: — Willi, Maurer, Hessenstr. 19, ✉ 15 — [1000, 1441, 1204, 1457]
directory-entry: — Wwe., M., Hofweg 74, Hths., ✉ 21 — [1000, 986, 1209, 1002]
directory-entry: — W., Arbtr., Bramfelderstr. 81, ✉ 33 — [1000, 2124, 1206, 2139]
directory-entry: — Carl, Kellner, Eimsbütteler chaussee 118 — [694, 881, 932, 897]
directory-entry: — K. A., Lehrer, Papenstr. 100, ✉ 23 — [1000, 759, 1203, 774]
directory-entry: — Frau Anni, Rentnerin, Wolfshagen 16 — [388, 1424, 607, 1439]
directory-entry: ⊙ Carl Diederichs G. m. b. H., IR, Korkenfabrik, BCto: C. u. P.-B., Dep.-Kasse, Billh. Röhrend., PSch: 37558, ☎ El 8195, Billw. Neuedeich 54, ✉ 27, Geschäftsf. Julius Vollrath — [1300, 1756, 1585, 1824]
directory-entry: — Otto, in d. Firmen Paul Braun u. Hermann Wittstock, Bismarckstr. 82 — [1300, 1214, 1545, 1247]
directory-entry: — Wwe., M., Kegelhofstr. 48, ✉ 20 — [1000, 951, 1196, 967]
directory-entry: — H., Expedient, Fersenfeldtsweg 2, ✉ 39 — [1300, 881, 1532, 897]
directory-entry: ⊙ Die Danzig, Versicherungs-Aktiengesellschaft, IR, Alster-damm 39, ☎ 36, Direktoren: E. Behre u. Fritz Twistel, beide Oliva, u. P. Jensen, Danzig-Langfuhr — [388, 654, 683, 722]
directory-entry: — O., Versich.-Beamt., Gr.-Borstel, Bor-stelerchaussee 101 — [1000, 1074, 1222, 1107]
directory-entry: Dieckmann, Herm., Frucht-Großhdl., ☎ Ro 225, Niedernstr. 9, Lager: Hüxter 18 — [1000, 269, 1268, 302]
directory-entry: — Gerd, Prokurist, ☎ M 9791, Brahms-allee 34, ✉ 37 — [694, 1511, 978, 1544]
directory-entry: ⊙ B. Dieckmann & Co., IR, Textilw.-Vertretgn., ☎ El 9107, Lessing-strasse 1, ✉ 24, Inh: B. Dieckmann — [694, 724, 989, 774]
directory-entry: — Wwe., Bertha, Krayenkamp 10, H. 8 — [1300, 1669, 1515, 1684]
directory-entry: — Wwe., J., Venusberg 21/22, ✉ 9 — [1300, 2054, 1490, 2069]
directory-entry: — D., Grützmacherstr. 29, ✉ 30 — [694, 1109, 870, 1124]
directory-entry: — Leonhard, ☎ D8. 2359, Pappelallee 16 — [388, 829, 620, 844]
directory-entry: — K., Schiffsingen., Treseckowstr. 52, ✉ 13 — [1300, 1091, 1542, 1107]
directory-entry: — Frl. P., ☎ No 9329, Ferdinandstr. 39, ✉ 1 — [1000, 1144, 1246, 1159]
column-2 — [694, 268, 990, 2244]
directory-entry: — F., Bahnschaffn., Schwenckestr. 74 — [694, 1336, 901, 1352]
directory-entry: Diecks, Alb., Schmied, Boltzenweg16, ✉ 35 — [1000, 1949, 1241, 1964]
directory-entry: — F., Postsch., Sentastr. 81, ✉ 22 — [388, 2159, 571, 2174]
directory-entry: — Ludw., Tischler, Dobbelersweg 50 — [1000, 846, 1203, 862]
directory-entry: — K., Wirtschaft, kl. Kielort 14, ✉ 19 — [1300, 1074, 1507, 1089]
directory-page — [246, 146, 1598, 2244]
